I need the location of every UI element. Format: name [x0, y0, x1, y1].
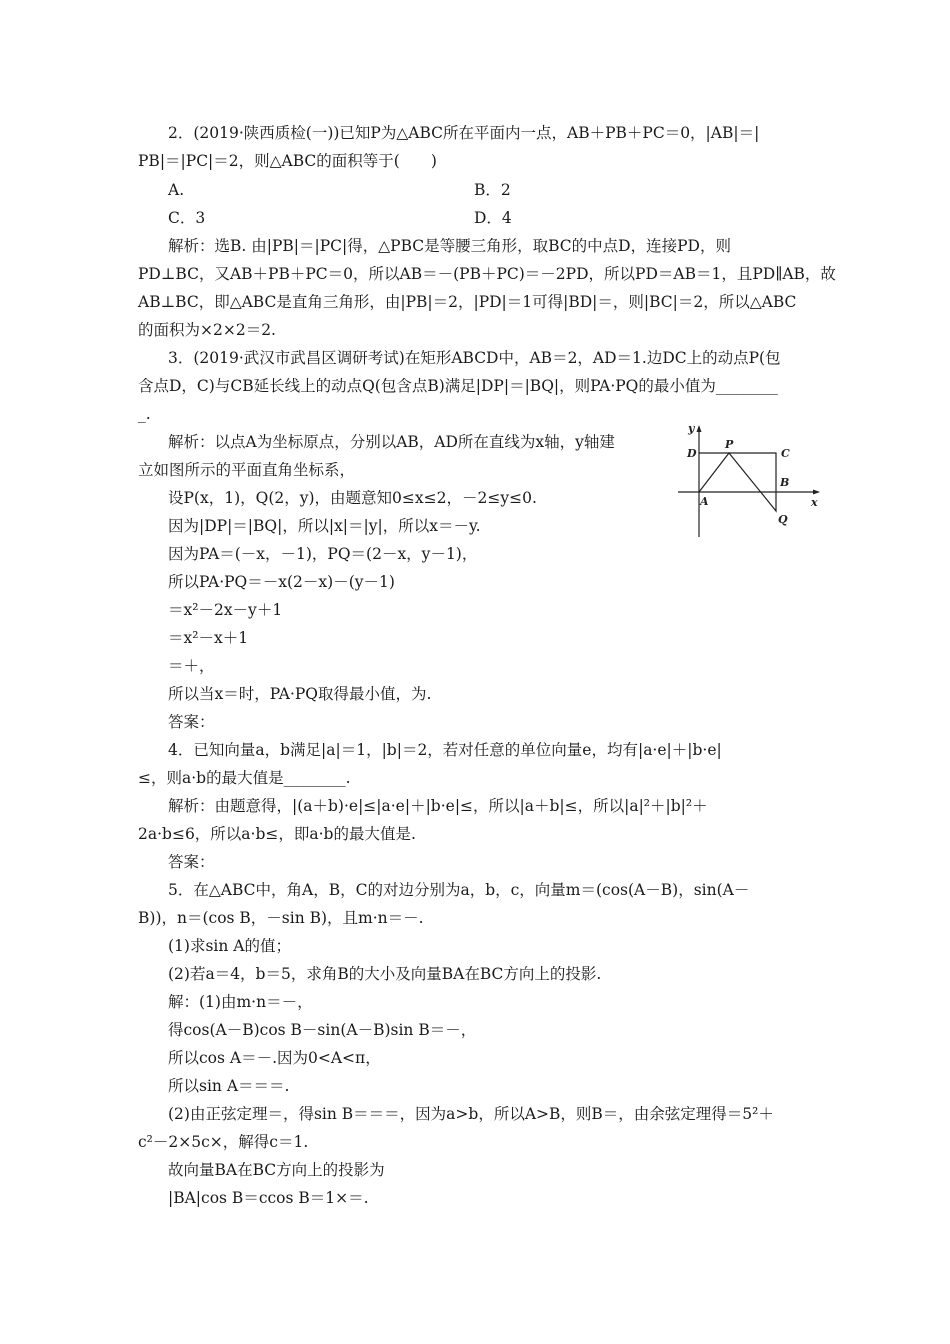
text-line: PD⊥BC，又AB＋PB＋PC＝0，所以AB＝－(PB＋PC)＝－2PD，所以PD＝AB＝1，且PD∥AB，故 — [138, 265, 836, 283]
point-label-q: Q — [778, 513, 788, 526]
text-line: 解：(1)由m·n＝－， — [168, 993, 313, 1011]
text-line: 含点D，C)与CB延长线上的动点Q(包含点B)满足|DP|＝|BQ|，则PA·PQ的最小值为________ — [138, 377, 778, 395]
text-line: ＝x²－x＋1 — [168, 629, 249, 647]
y-axis-label: y — [688, 423, 695, 435]
point-label-a: A — [700, 495, 709, 508]
text-line: 所以cos A＝－.因为0<A<π， — [168, 1049, 381, 1067]
text-line: 4．已知向量a，b满足|a|＝1，|b|＝2，若对任意的单位向量e，均有|a·e|＋|b·e| — [168, 741, 722, 759]
text-line: 所以PA·PQ＝－x(2－x)－(y－1) — [168, 573, 395, 591]
text-line: 解析：以点A为坐标原点，分别以AB，AD所在直线为x轴，y轴建 — [168, 433, 615, 451]
y-axis-arrow — [697, 425, 702, 432]
option-d: D．4 — [474, 209, 512, 227]
text-line: 立如图所示的平面直角坐标系， — [138, 461, 356, 479]
text-line: 2．(2019·陕西质检(一))已知P为△ABC所在平面内一点，AB＋PB＋PC＝0，|AB|＝| — [168, 124, 760, 142]
text-line: ＝x²－2x－y＋1 — [168, 601, 283, 619]
text-line: 答案： — [168, 713, 215, 731]
point-label-b: B — [780, 476, 790, 489]
text-line: c²－2×5c×，解得c＝1. — [138, 1133, 309, 1151]
text-line: 5．在△ABC中，角A，B，C的对边分别为a，b，c，向量m＝(cos(A－B)，sin(A－ — [168, 881, 750, 899]
x-axis-label: x — [811, 496, 818, 509]
text-line: (2)由正弦定理＝，得sin B＝＝＝，因为a>b，所以A>B，则B＝，由余弦定理得＝5²＋ — [168, 1105, 774, 1123]
point-label-p: P — [725, 438, 734, 451]
text-line: 所以sin A＝＝＝. — [168, 1077, 290, 1095]
point-label-c: C — [781, 447, 790, 460]
point-label-d: D — [687, 447, 697, 460]
text-line: 2a·b≤6，所以a·b≤，即a·b的最大值是. — [138, 825, 416, 843]
option-a: A. — [168, 181, 185, 199]
segments-apq — [699, 453, 776, 511]
text-line: B))，n＝(cos B，－sin B)，且m·n＝－. — [138, 909, 424, 927]
text-line: 因为|DP|＝|BQ|，所以|x|＝|y|，所以x＝－y. — [168, 517, 481, 535]
text-line: AB⊥BC，即△ABC是直角三角形，由|PB|＝2，|PD|＝1可得|BD|＝，则|BC|＝2，所以△ABC — [138, 293, 797, 311]
text-line: _. — [138, 405, 151, 423]
text-line: PB|＝|PC|＝2，则△ABC的面积等于( ) — [138, 152, 437, 170]
coordinate-figure — [674, 423, 822, 541]
text-line: |BA|cos B＝ccos B＝1×＝. — [168, 1189, 369, 1207]
text-line: 解析：选B. 由|PB|＝|PC|得，△PBC是等腰三角形，取BC的中点D，连接PD，则 — [168, 237, 731, 255]
text-line: 故向量BA在BC方向上的投影为 — [168, 1161, 385, 1179]
text-line: 得cos(A－B)cos B－sin(A－B)sin B＝－， — [168, 1021, 477, 1039]
text-line: 因为PA＝(－x，－1)，PQ＝(2－x，y－1)， — [168, 545, 478, 563]
rectangle-abcd — [699, 453, 776, 492]
text-line: 设P(x，1)，Q(2，y)，由题意知0≤x≤2，－2≤y≤0. — [168, 489, 537, 507]
option-c: C．3 — [168, 209, 206, 227]
text-line: 所以当x＝时，PA·PQ取得最小值，为. — [168, 685, 432, 703]
option-b: B．2 — [474, 181, 511, 199]
text-line: ＝＋， — [168, 657, 215, 675]
text-line: (1)求sin A的值； — [168, 937, 291, 955]
text-line: 答案： — [168, 853, 215, 871]
text-line: (2)若a＝4，b＝5，求角B的大小及向量BA在BC方向上的投影. — [168, 965, 602, 983]
text-line: 解析：由题意得，|(a＋b)·e|≤|a·e|＋|b·e|≤，所以|a＋b|≤，所以|a|²＋|b|²＋ — [168, 797, 708, 815]
text-line: 的面积为×2×2＝2. — [138, 321, 276, 339]
text-line: 3．(2019·武汉市武昌区调研考试)在矩形ABCD中，AB＝2，AD＝1.边DC上的动点P(包 — [168, 349, 781, 367]
text-line: ≤，则a·b的最大值是________. — [138, 769, 351, 787]
x-axis-arrow — [813, 490, 820, 495]
